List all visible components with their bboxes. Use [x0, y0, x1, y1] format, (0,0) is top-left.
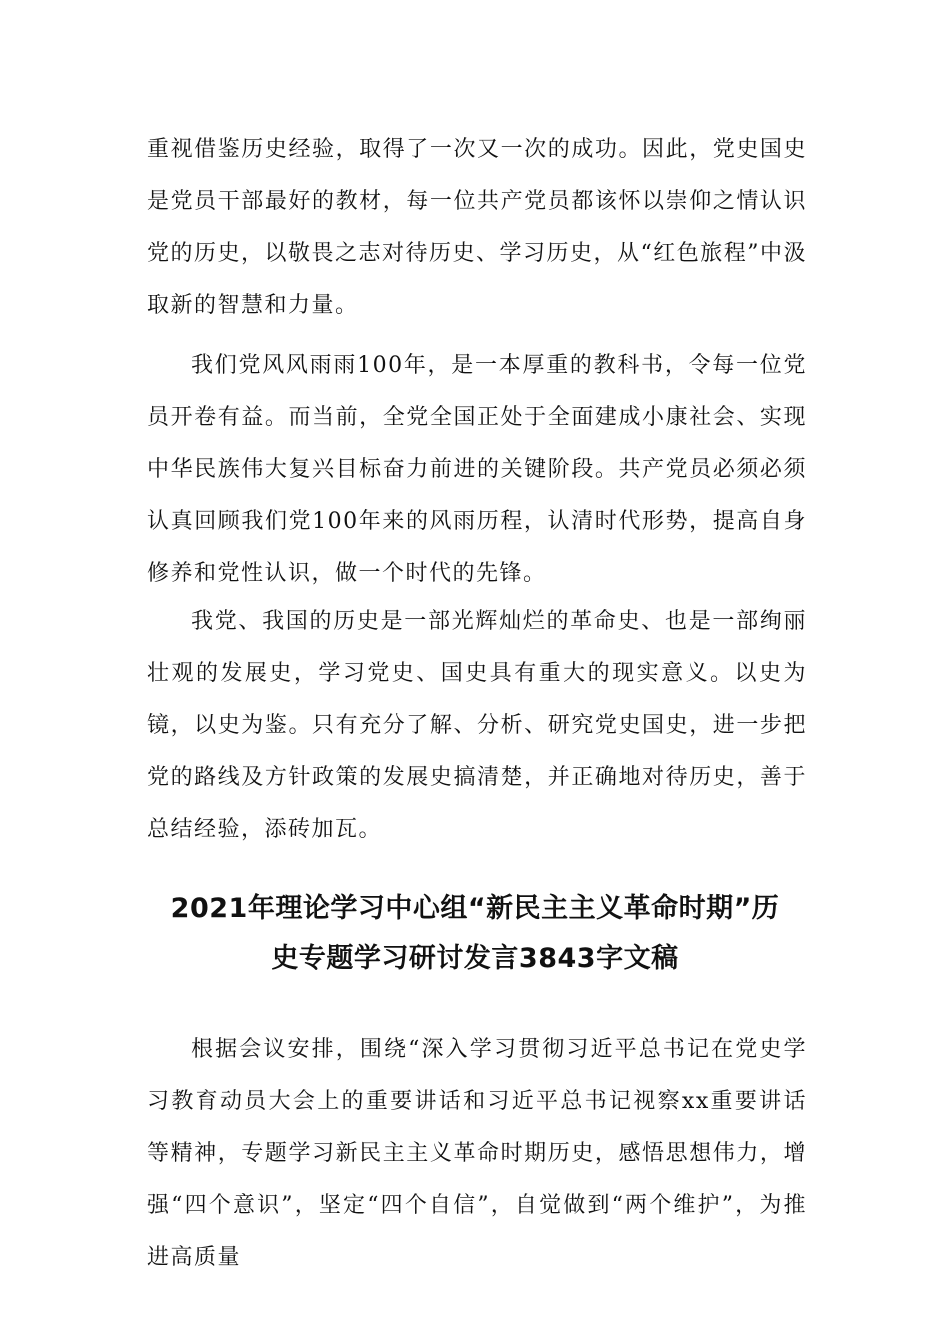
body-paragraph-3 [147, 596, 807, 856]
paragraph-text: 我们党风风雨雨100年，是一本厚重的教科书，令每一位党员开卷有益。而当前，全党全国正处于全面建成小康社会、实现中华民族伟大复兴目标奋力前进的关键阶段。共产党员必须必须认真回顾我们党100年来的风雨历程，认清时代形势，提高自身修养和党性认识，做一个时代的先锋。 [147, 353, 807, 586]
body-paragraph-2 [147, 340, 807, 600]
body-paragraph-5 [147, 1024, 807, 1284]
heading-line-2: 史专题学习研讨发言3843字文稿 [271, 943, 679, 974]
body-paragraph-1 [147, 124, 807, 332]
paragraph-text: 重视借鉴历史经验，取得了一次又一次的成功。因此，党史国史是党员干部最好的教材，每一位共产党员都该怀以崇仰之情认识党的历史，以敬畏之志对待历史、学习历史，从“红色旅程”中汲取新的智慧和力量。 [147, 137, 807, 318]
paragraph-text: 我党、我国的历史是一部光辉灿烂的革命史、也是一部绚丽壮观的发展史，学习党史、国史具有重大的现实意义。以史为镜，以史为鉴。只有充分了解、分析、研究党史国史，进一步把党的路线及方针政策的发展史搞清楚，并正确地对待历史，善于总结经验，添砖加瓦。 [147, 609, 807, 842]
section-heading [120, 884, 830, 984]
heading-line-1: 2021年理论学习中心组“新民主主义革命时期”历 [170, 893, 780, 924]
paragraph-text: 根据会议安排，围绕“深入学习贯彻习近平总书记在党史学习教育动员大会上的重要讲话和习近平总书记视察xx重要讲话等精神，专题学习新民主主义革命时期历史，感悟思想伟力，增强“四个意识”，坚定“四个自信”，自觉做到“两个维护”，为推进高质量 [147, 1037, 807, 1270]
